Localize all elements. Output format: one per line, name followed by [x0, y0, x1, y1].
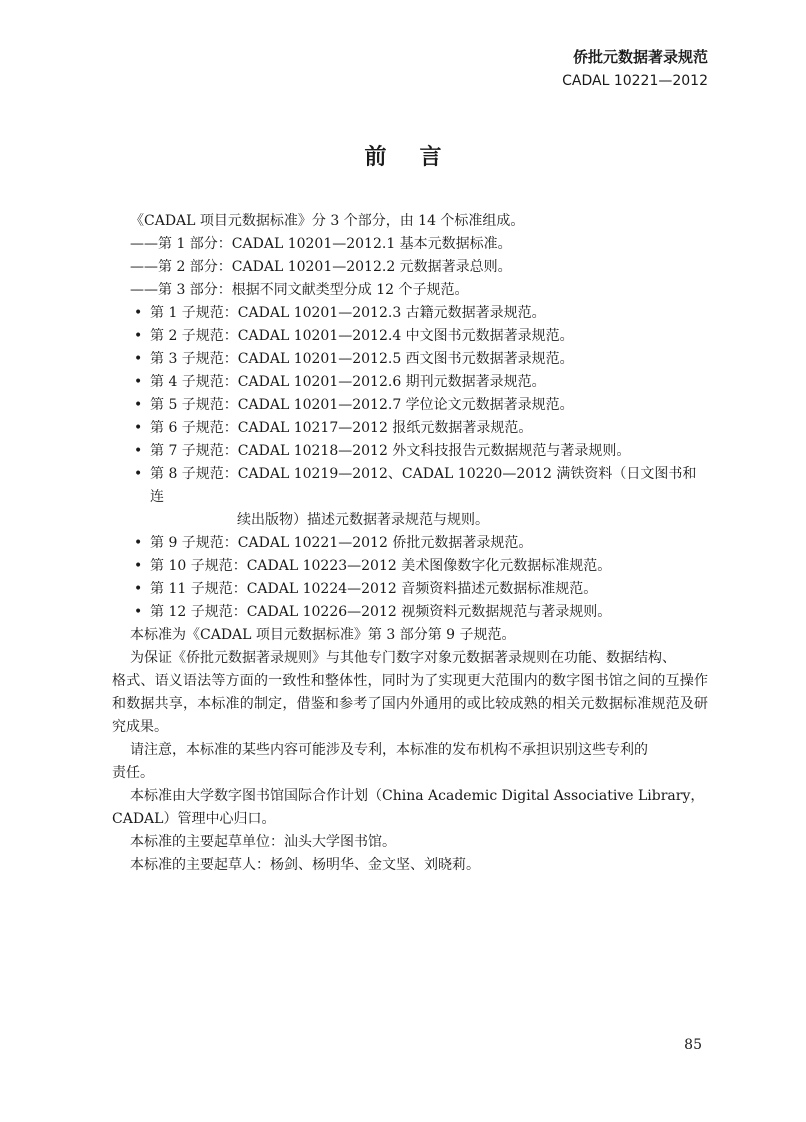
sub-spec-text: 第 3 子规范：CADAL 10201—2012.5 西文图书元数据著录规范。 [150, 351, 574, 367]
bullet-icon: • [134, 535, 143, 551]
intro-line: ——第 1 部分：CADAL 10201—2012.1 基本元数据标准。 [130, 236, 512, 252]
paragraph-first-line: 请注意，本标准的某些内容可能涉及专利，本标准的发布机构不承担识别这些专利的 [130, 742, 648, 758]
bullet-icon: • [134, 466, 143, 482]
paragraph-first-line: 为保证《侨批元数据著录规则》与其他专门数字对象元数据著录规则在功能、数据结构、 [130, 650, 676, 666]
list-item [130, 555, 708, 578]
paragraph [112, 785, 708, 831]
header-title: 侨批元数据著录规范 [572, 48, 708, 66]
paragraph-continued: CADAL）管理中心归口。 [112, 811, 276, 827]
bullet-icon: • [134, 351, 143, 367]
paragraph-text: 本标准的主要起草人：杨剑、杨明华、金文坚、刘晓莉。 [130, 857, 480, 873]
paragraph-continued: 责任。 [112, 765, 154, 781]
sub-spec-list [130, 302, 708, 624]
sub-spec-text: 第 11 子规范：CADAL 10224—2012 音频资料描述元数据标准规范。 [150, 581, 598, 597]
bullet-icon: • [134, 558, 143, 574]
list-item [130, 348, 708, 371]
page-number: 85 [684, 1037, 702, 1053]
paragraph [130, 624, 708, 647]
paragraph-text: 本标准为《CADAL 项目元数据标准》第 3 部分第 9 子规范。 [130, 627, 516, 643]
sub-spec-text: 第 12 子规范：CADAL 10226—2012 视频资料元数据规范与著录规则。 [150, 604, 612, 620]
list-item [130, 394, 708, 417]
list-item [130, 601, 708, 624]
list-item [130, 463, 708, 532]
bullet-icon: • [134, 305, 143, 321]
paragraph-text: 本标准的主要起草单位：汕头大学图书馆。 [130, 834, 396, 850]
list-item [130, 532, 708, 555]
running-header [562, 46, 708, 92]
bullet-icon: • [134, 420, 143, 436]
sub-spec-text: 第 9 子规范：CADAL 10221—2012 侨批元数据著录规范。 [150, 535, 533, 551]
paragraph-first-line: 本标准由大学数字图书馆国际合作计划（China Academic Digital Associative Library， [130, 788, 705, 804]
intro-line: 《CADAL 项目元数据标准》分 3 个部分，由 14 个标准组成。 [130, 213, 525, 229]
bullet-icon: • [134, 397, 143, 413]
page-title: 前言 [364, 145, 475, 170]
bullet-icon: • [134, 581, 143, 597]
sub-spec-text: 第 4 子规范：CADAL 10201—2012.6 期刊元数据著录规范。 [150, 374, 546, 390]
bullet-icon: • [134, 443, 143, 459]
paragraph-continued: 格式、语义语法等方面的一致性和整体性，同时为了实现更大范围内的数字图书馆之间的互操作和数据共享，本标准的制定，借鉴和参考了国内外通用的或比较成熟的相关元数据标准规范及研究成果。 [112, 673, 708, 735]
bullet-icon: • [134, 328, 143, 344]
paragraph [130, 831, 708, 854]
sub-spec-text: 第 8 子规范：CADAL 10219—2012、CADAL 10220—2012 满铁资料（日文图书和连 [150, 466, 697, 505]
sub-spec-text: 第 1 子规范：CADAL 10201—2012.3 古籍元数据著录规范。 [150, 305, 546, 321]
sub-spec-text-continued: 续出版物）描述元数据著录规范与规则。 [237, 512, 489, 528]
paragraph [112, 739, 708, 785]
list-item [130, 417, 708, 440]
sub-spec-text: 第 7 子规范：CADAL 10218—2012 外文科技报告元数据规范与著录规则。 [150, 443, 631, 459]
header-standard-code: CADAL 10221—2012 [562, 73, 708, 89]
sub-spec-text: 第 2 子规范：CADAL 10201—2012.4 中文图书元数据著录规范。 [150, 328, 574, 344]
list-item [130, 440, 708, 463]
sub-spec-text: 第 5 子规范：CADAL 10201—2012.7 学位论文元数据著录规范。 [150, 397, 574, 413]
list-item [130, 325, 708, 348]
bullet-icon: • [134, 604, 143, 620]
sub-spec-text: 第 10 子规范：CADAL 10223—2012 美术图像数字化元数据标准规范。 [150, 558, 612, 574]
sub-spec-text: 第 6 子规范：CADAL 10217—2012 报纸元数据著录规范。 [150, 420, 533, 436]
bullet-icon: • [134, 374, 143, 390]
foreword-body [112, 210, 708, 877]
paragraph [112, 647, 708, 739]
intro-line: ——第 3 部分：根据不同文献类型分成 12 个子规范。 [130, 282, 469, 298]
list-item [130, 302, 708, 325]
paragraph [130, 854, 708, 877]
list-item [130, 371, 708, 394]
list-item [130, 578, 708, 601]
intro-line: ——第 2 部分：CADAL 10201—2012.2 元数据著录总则。 [130, 259, 512, 275]
